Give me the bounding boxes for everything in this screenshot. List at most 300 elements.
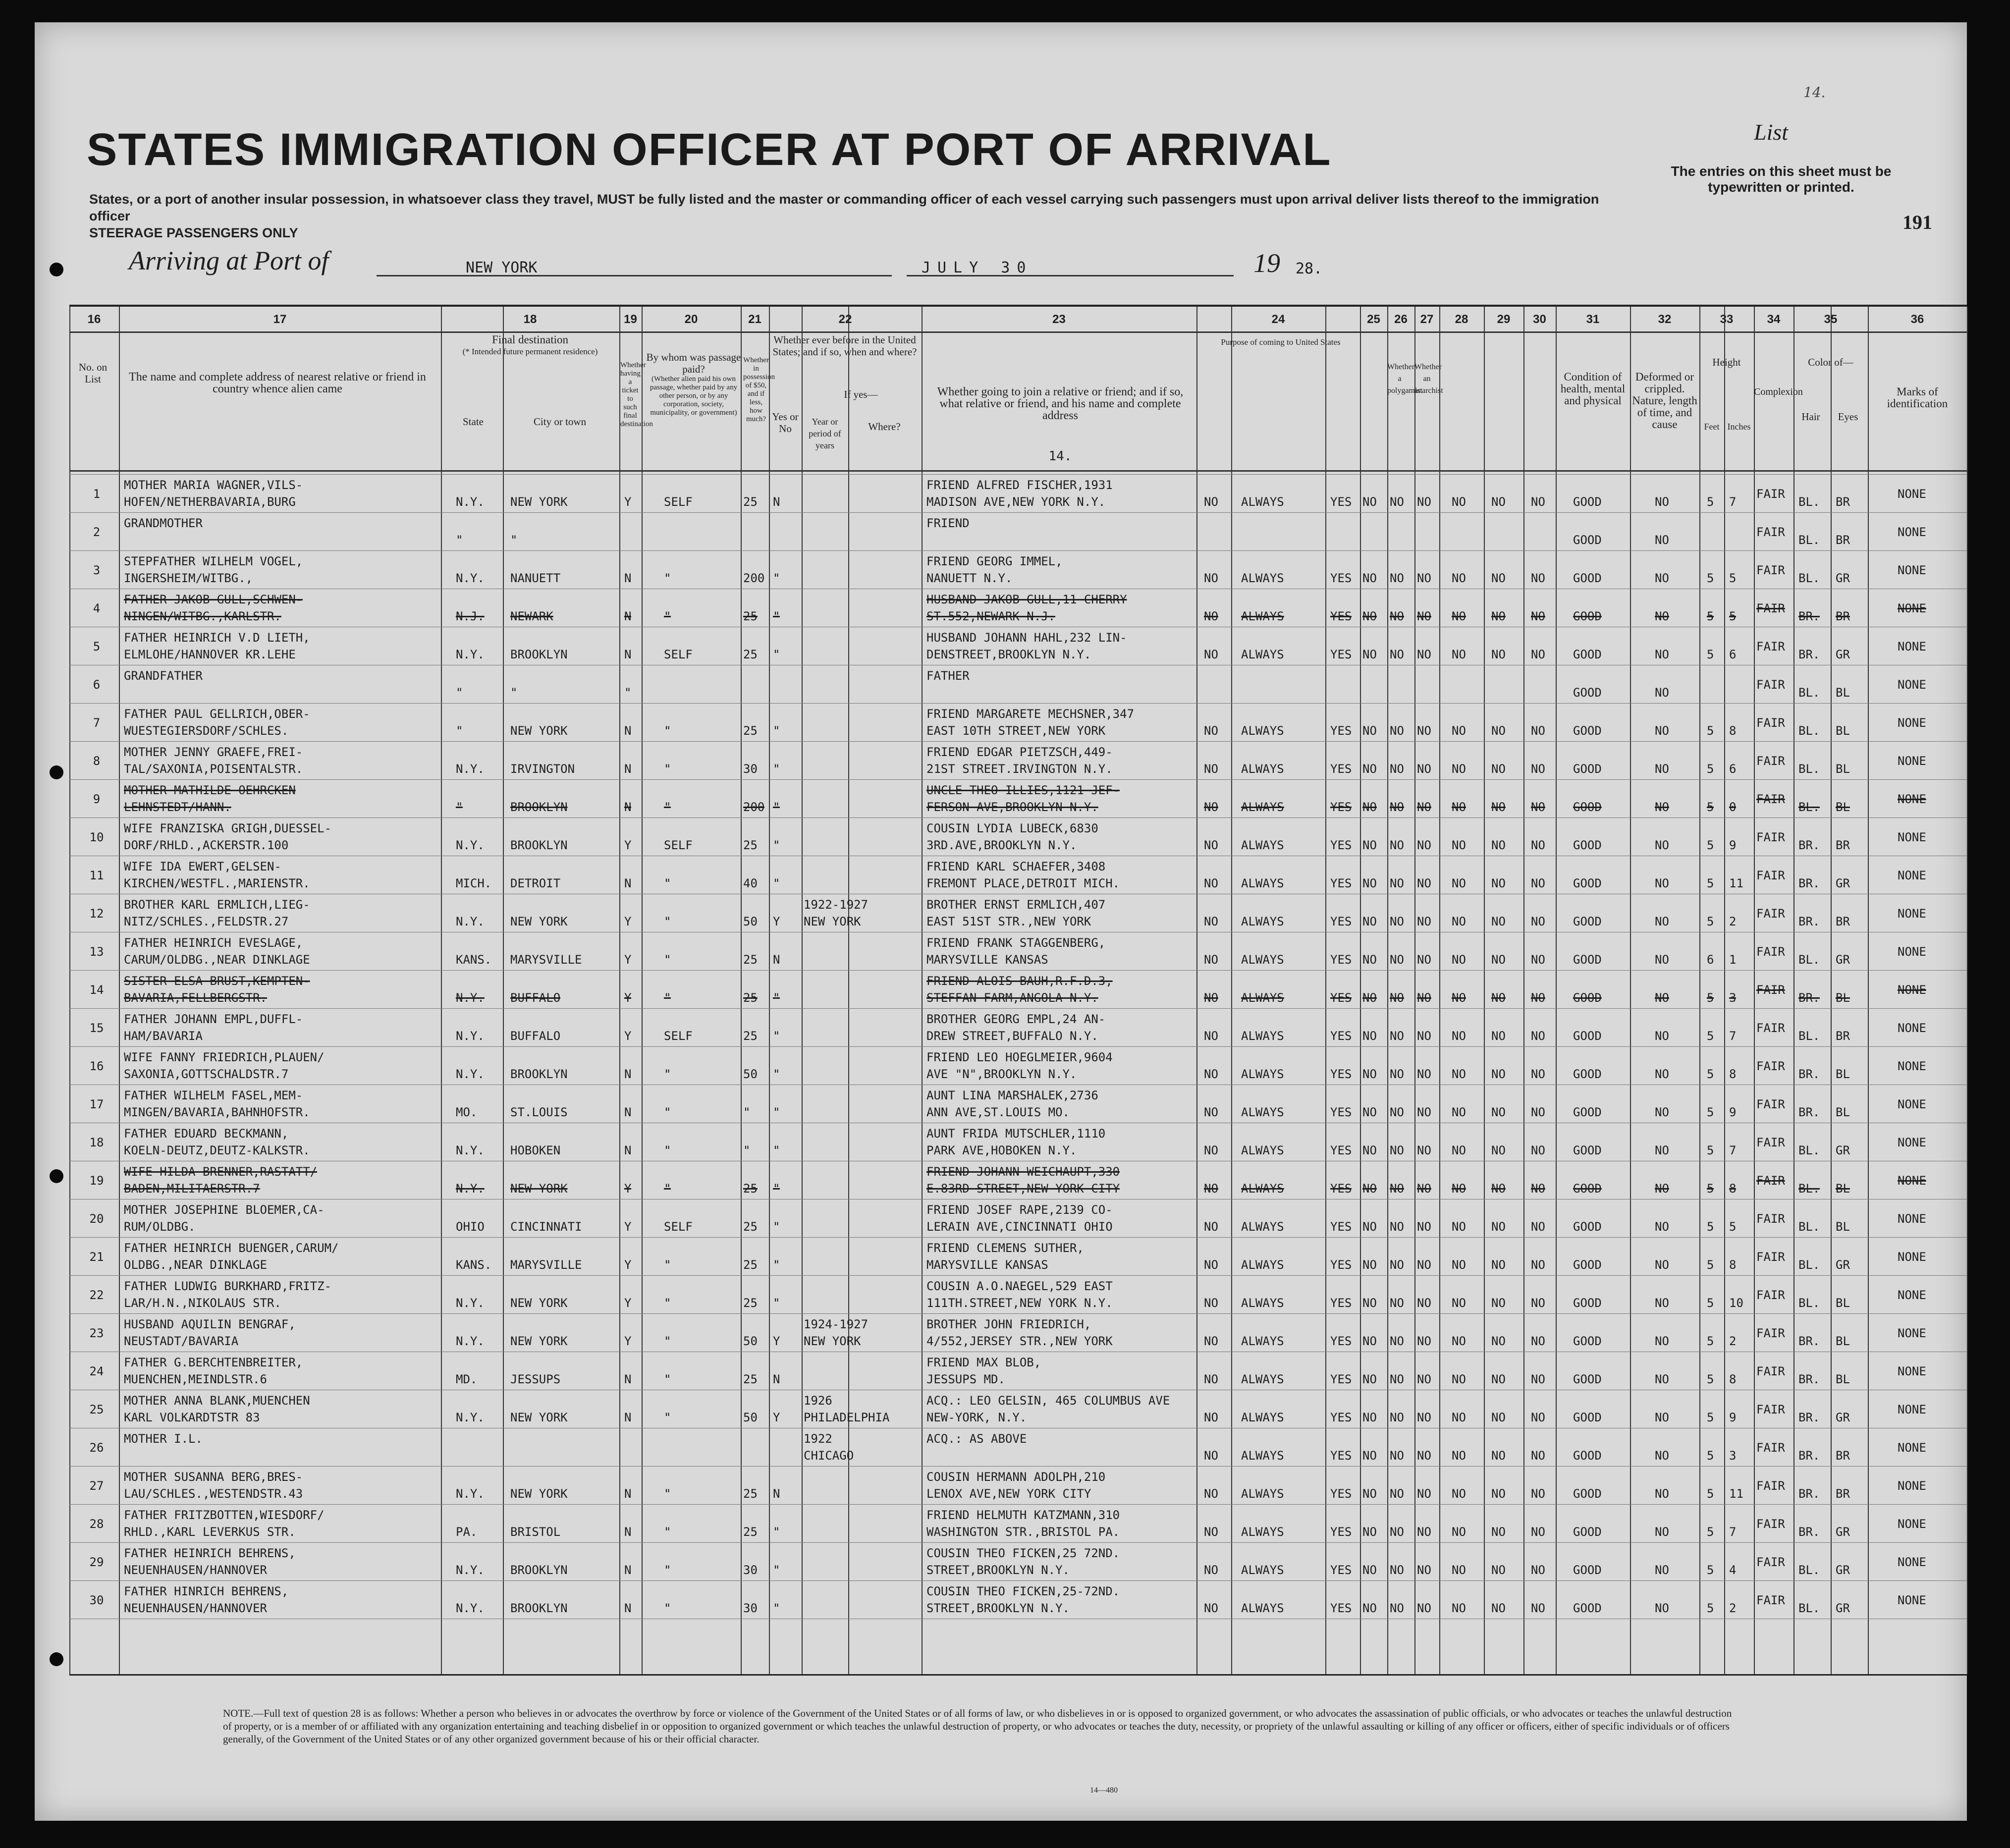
q28: NO bbox=[1452, 571, 1466, 585]
ever-before: N bbox=[773, 1487, 780, 1501]
ever-before: N bbox=[773, 953, 780, 967]
relative-line-2: NINGEN/WITBG.,KARLSTR. bbox=[124, 609, 281, 623]
q26: NO bbox=[1390, 762, 1404, 776]
dest-city: NEW YORK bbox=[510, 724, 568, 738]
row-rule bbox=[69, 1542, 1967, 1543]
joining-line-1: BROTHER JOHN FRIEDRICH, bbox=[926, 1317, 1091, 1331]
q25: NO bbox=[1362, 1067, 1377, 1081]
dest-city: CINCINNATI bbox=[510, 1220, 582, 1234]
q24-b: ALWAYS bbox=[1241, 1449, 1284, 1463]
q26: NO bbox=[1390, 1372, 1404, 1386]
q28: NO bbox=[1452, 1334, 1466, 1348]
q30: NO bbox=[1531, 1029, 1545, 1043]
money: 25 bbox=[743, 495, 758, 509]
row-number: 15 bbox=[89, 1021, 104, 1035]
relative-line-2: RHLD.,KARL LEVERKUS STR. bbox=[124, 1525, 296, 1539]
marks: NONE bbox=[1898, 1059, 1926, 1073]
joining-line-1: ACQ.: LEO GELSIN, 465 COLUMBUS AVE bbox=[926, 1394, 1170, 1408]
deformed: NO bbox=[1655, 1296, 1669, 1310]
year-prefix: 19 bbox=[1253, 248, 1280, 278]
paid-by: " bbox=[664, 1296, 671, 1310]
ticket-flag: N bbox=[624, 609, 632, 623]
q24-c: YES bbox=[1330, 991, 1352, 1005]
height-inches: 5 bbox=[1729, 609, 1737, 623]
hair: BL. bbox=[1798, 1601, 1820, 1615]
complexion: FAIR bbox=[1756, 601, 1785, 615]
q29: NO bbox=[1491, 724, 1506, 738]
column-rule bbox=[1523, 307, 1524, 1674]
relative-line-2: MINGEN/BAVARIA,BAHNHOFSTR. bbox=[124, 1105, 310, 1119]
q30: NO bbox=[1531, 648, 1545, 661]
q24-c: YES bbox=[1330, 1449, 1352, 1463]
dest-state: MICH. bbox=[456, 876, 492, 890]
list-note: The entries on this sheet must be typewritten or printed. bbox=[1671, 163, 1892, 195]
before-period: 1922 bbox=[804, 1432, 832, 1446]
marks: NONE bbox=[1898, 1212, 1926, 1226]
q24-b: ALWAYS bbox=[1241, 724, 1284, 738]
q25: NO bbox=[1362, 1296, 1377, 1310]
paid-by: " bbox=[664, 915, 671, 928]
complexion: FAIR bbox=[1756, 869, 1785, 882]
row-number: 29 bbox=[89, 1555, 104, 1569]
height-feet: 5 bbox=[1707, 1258, 1714, 1272]
column-number: 28 bbox=[1455, 313, 1468, 326]
paid-by: " bbox=[664, 991, 671, 1005]
q29: NO bbox=[1491, 1105, 1506, 1119]
ticket-flag: " bbox=[624, 686, 632, 700]
marks: NONE bbox=[1898, 1136, 1926, 1149]
hair: BL. bbox=[1798, 724, 1820, 738]
health: GOOD bbox=[1573, 876, 1602, 890]
q27: NO bbox=[1417, 1182, 1431, 1196]
height-feet: 5 bbox=[1707, 1220, 1714, 1234]
marks: NONE bbox=[1898, 1021, 1926, 1035]
health: GOOD bbox=[1573, 1258, 1602, 1272]
joining-line-1: FRIEND ALFRED FISCHER,1931 bbox=[926, 478, 1113, 492]
q27: NO bbox=[1417, 1143, 1431, 1157]
paid-by: " bbox=[664, 876, 671, 890]
height-feet: 6 bbox=[1707, 953, 1714, 967]
height-feet: 5 bbox=[1707, 1525, 1714, 1539]
ever-before: " bbox=[773, 1067, 780, 1081]
hair: BR. bbox=[1798, 1525, 1820, 1539]
q24-a: NO bbox=[1204, 1411, 1218, 1424]
q28: NO bbox=[1452, 1105, 1466, 1119]
deformed: NO bbox=[1655, 800, 1669, 814]
q24-c: YES bbox=[1330, 1220, 1352, 1234]
column-rule bbox=[1439, 307, 1440, 1674]
q29: NO bbox=[1491, 1525, 1506, 1539]
dest-state: N.Y. bbox=[456, 1296, 485, 1310]
hdr-city: City or town bbox=[533, 416, 587, 428]
dest-state: N.Y. bbox=[456, 1182, 485, 1196]
instructions bbox=[89, 191, 1635, 241]
column-number: 30 bbox=[1533, 313, 1546, 326]
dest-city: " bbox=[510, 533, 518, 547]
relative-line-1: FATHER WILHELM FASEL,MEM- bbox=[124, 1088, 303, 1102]
dest-state: N.Y. bbox=[456, 762, 485, 776]
height-feet: 5 bbox=[1707, 1411, 1714, 1424]
height-feet: 5 bbox=[1707, 915, 1714, 928]
ticket-flag: N bbox=[624, 876, 632, 890]
deformed: NO bbox=[1655, 953, 1669, 967]
hdr-polygamist: Whether an anarchist bbox=[1414, 363, 1443, 395]
dest-city: NEW YORK bbox=[510, 1487, 568, 1501]
hair: BR. bbox=[1798, 838, 1820, 852]
eyes: GR bbox=[1836, 1143, 1850, 1157]
joining-line-2: 4/552,JERSEY STR.,NEW YORK bbox=[926, 1334, 1113, 1348]
height-feet: 5 bbox=[1707, 1182, 1714, 1196]
q24-c: YES bbox=[1330, 1182, 1352, 1196]
q24-b: ALWAYS bbox=[1241, 1296, 1284, 1310]
q27: NO bbox=[1417, 648, 1431, 661]
column-rule bbox=[922, 307, 923, 1674]
q29: NO bbox=[1491, 1601, 1506, 1615]
q24-a: NO bbox=[1204, 1563, 1218, 1577]
dest-city: DETROIT bbox=[510, 876, 561, 890]
dest-state: " bbox=[456, 800, 463, 814]
q29: NO bbox=[1491, 571, 1506, 585]
dest-state: N.Y. bbox=[456, 1334, 485, 1348]
health: GOOD bbox=[1573, 533, 1602, 547]
hdr-inches: Inches bbox=[1727, 422, 1751, 432]
q25: NO bbox=[1362, 648, 1377, 661]
health: GOOD bbox=[1573, 1449, 1602, 1463]
q24-a: NO bbox=[1204, 876, 1218, 890]
complexion: FAIR bbox=[1756, 1441, 1785, 1455]
row-number: 10 bbox=[89, 830, 104, 844]
ever-before: " bbox=[773, 991, 780, 1005]
relative-line-2: HOFEN/NETHERBAVARIA,BURG bbox=[124, 495, 296, 509]
eyes: BL bbox=[1836, 1067, 1850, 1081]
hdr-final-destination bbox=[443, 334, 617, 358]
hair: BL. bbox=[1798, 1029, 1820, 1043]
deformed: NO bbox=[1655, 876, 1669, 890]
hair: BL. bbox=[1798, 495, 1820, 509]
deformed: NO bbox=[1655, 571, 1669, 585]
q24-a: NO bbox=[1204, 609, 1218, 623]
dest-state: N.Y. bbox=[456, 495, 485, 509]
binder-hole bbox=[50, 765, 63, 779]
q26: NO bbox=[1390, 1258, 1404, 1272]
q27: NO bbox=[1417, 1525, 1431, 1539]
complexion: FAIR bbox=[1756, 945, 1785, 959]
relative-line-1: WIFE FANNY FRIEDRICH,PLAUEN/ bbox=[124, 1050, 325, 1064]
ticket-flag: Y bbox=[624, 1296, 632, 1310]
joining-line-2: MARYSVILLE KANSAS bbox=[926, 1258, 1048, 1272]
column-rule bbox=[1325, 307, 1326, 1674]
row-number: 13 bbox=[89, 945, 104, 959]
q24-a: NO bbox=[1204, 762, 1218, 776]
money: 25 bbox=[743, 724, 758, 738]
q25: NO bbox=[1362, 876, 1377, 890]
hdr-final-destination-sub: (* Intended future permanent residence) bbox=[462, 347, 598, 356]
q24-c: YES bbox=[1330, 1029, 1352, 1043]
q24-c: YES bbox=[1330, 1525, 1352, 1539]
relative-line-1: MOTHER I.L. bbox=[124, 1432, 203, 1446]
row-number: 25 bbox=[89, 1403, 104, 1416]
marks: NONE bbox=[1898, 983, 1926, 997]
q30: NO bbox=[1531, 571, 1545, 585]
ticket-flag: N bbox=[624, 724, 632, 738]
height-feet: 5 bbox=[1707, 648, 1714, 661]
eyes: BL bbox=[1836, 800, 1850, 814]
hair: BR. bbox=[1798, 1449, 1820, 1463]
column-number: 19 bbox=[624, 313, 637, 326]
joining-line-1: BROTHER ERNST ERMLICH,407 bbox=[926, 898, 1106, 912]
money: 25 bbox=[743, 953, 758, 967]
dest-city: BROOKLYN bbox=[510, 1067, 568, 1081]
q30: NO bbox=[1531, 495, 1545, 509]
q24-a: NO bbox=[1204, 1601, 1218, 1615]
q24-a: NO bbox=[1204, 1067, 1218, 1081]
health: GOOD bbox=[1573, 1220, 1602, 1234]
height-feet: 5 bbox=[1707, 991, 1714, 1005]
q30: NO bbox=[1531, 762, 1545, 776]
q29: NO bbox=[1491, 1372, 1506, 1386]
height-feet: 5 bbox=[1707, 1067, 1714, 1081]
joining-line-1: AUNT FRIDA MUTSCHLER,1110 bbox=[926, 1127, 1106, 1141]
hair: BL. bbox=[1798, 1296, 1820, 1310]
before-period: 1924-1927 bbox=[804, 1317, 869, 1331]
dest-state: N.Y. bbox=[456, 1411, 485, 1424]
deformed: NO bbox=[1655, 1563, 1669, 1577]
q30: NO bbox=[1531, 1067, 1545, 1081]
row-number: 3 bbox=[93, 563, 101, 577]
health: GOOD bbox=[1573, 1296, 1602, 1310]
q28: NO bbox=[1452, 724, 1466, 738]
form-code: 14—480 bbox=[1090, 1786, 1118, 1794]
height-feet: 5 bbox=[1707, 495, 1714, 509]
eyes: BR bbox=[1836, 495, 1850, 509]
money: 50 bbox=[743, 915, 758, 928]
relative-line-2: TAL/SAXONIA,POISENTALSTR. bbox=[124, 762, 303, 776]
list-label: List bbox=[1754, 119, 1789, 145]
q30: NO bbox=[1531, 953, 1545, 967]
q26: NO bbox=[1390, 1067, 1404, 1081]
relative-line-2: NEUENHAUSEN/HANNOVER bbox=[124, 1601, 267, 1615]
q25: NO bbox=[1362, 1258, 1377, 1272]
header-rule bbox=[69, 331, 1967, 333]
height-inches: 8 bbox=[1729, 1372, 1737, 1386]
q29: NO bbox=[1491, 1067, 1506, 1081]
q27: NO bbox=[1417, 1067, 1431, 1081]
q24-a: NO bbox=[1204, 495, 1218, 509]
port-value: NEW YORK bbox=[466, 259, 538, 276]
row-number: 19 bbox=[89, 1174, 104, 1188]
relative-line-1: FATHER EDUARD BECKMANN, bbox=[124, 1127, 289, 1141]
relative-line-2: NEUENHAUSEN/HANNOVER bbox=[124, 1563, 267, 1577]
relative-line-2: MUENCHEN,MEINDLSTR.6 bbox=[124, 1372, 267, 1386]
deformed: NO bbox=[1655, 648, 1669, 661]
joining-line-1: FATHER bbox=[926, 669, 970, 683]
ticket-flag: N bbox=[624, 1601, 632, 1615]
complexion: FAIR bbox=[1756, 525, 1785, 539]
complexion: FAIR bbox=[1756, 1288, 1785, 1302]
marks: NONE bbox=[1898, 716, 1926, 730]
column-number: 18 bbox=[523, 313, 537, 326]
hdr-no-on-list: No. on List bbox=[78, 361, 108, 385]
ever-before: " bbox=[773, 648, 780, 661]
q24-a: NO bbox=[1204, 648, 1218, 661]
complexion: FAIR bbox=[1756, 1555, 1785, 1569]
eyes: BR bbox=[1836, 915, 1850, 928]
marks: NONE bbox=[1898, 945, 1926, 959]
money: 25 bbox=[743, 838, 758, 852]
joining-line-2: ANN AVE,ST.LOUIS MO. bbox=[926, 1105, 1070, 1119]
eyes: GR bbox=[1836, 953, 1850, 967]
complexion: FAIR bbox=[1756, 983, 1785, 997]
q28: NO bbox=[1452, 838, 1466, 852]
dest-city: BROOKLYN bbox=[510, 648, 568, 661]
relative-line-2: HAM/BAVARIA bbox=[124, 1029, 203, 1043]
q24-a: NO bbox=[1204, 1296, 1218, 1310]
marks: NONE bbox=[1898, 907, 1926, 921]
q27: NO bbox=[1417, 495, 1431, 509]
relative-line-1: FATHER PAUL GELLRICH,OBER- bbox=[124, 707, 310, 721]
column-rule bbox=[441, 307, 442, 1674]
height-inches: 2 bbox=[1729, 915, 1737, 928]
health: GOOD bbox=[1573, 1105, 1602, 1119]
money: 25 bbox=[743, 1525, 758, 1539]
health: GOOD bbox=[1573, 648, 1602, 661]
row-number: 18 bbox=[89, 1136, 104, 1149]
marks: NONE bbox=[1898, 869, 1926, 882]
health: GOOD bbox=[1573, 762, 1602, 776]
deformed: NO bbox=[1655, 1143, 1669, 1157]
dest-city: IRVINGTON bbox=[510, 762, 575, 776]
eyes: BL bbox=[1836, 762, 1850, 776]
height-feet: 5 bbox=[1707, 609, 1714, 623]
column-number: 17 bbox=[273, 313, 287, 326]
relative-line-1: MOTHER MATHILDE OEHRCKEN bbox=[124, 783, 296, 797]
joining-line-1: COUSIN THEO FICKEN,25-72ND. bbox=[926, 1584, 1120, 1598]
hdr-joining: Whether going to join a relative or friend; and if so, what relative or friend, and his name and complete address bbox=[937, 385, 1184, 422]
q28: NO bbox=[1452, 1182, 1466, 1196]
column-number: 34 bbox=[1767, 313, 1781, 326]
q28: NO bbox=[1452, 953, 1466, 967]
row-rule bbox=[69, 779, 1967, 780]
relative-line-2: INGERSHEIM/WITBG., bbox=[124, 571, 253, 585]
q27: NO bbox=[1417, 1601, 1431, 1615]
relative-line-1: WIFE HILDA BRENNER,RASTATT/ bbox=[124, 1165, 318, 1179]
joining-line-1: FRIEND CLEMENS SUTHER, bbox=[926, 1241, 1084, 1255]
arriving-label: Arriving at Port of bbox=[129, 246, 329, 275]
q25: NO bbox=[1362, 495, 1377, 509]
deformed: NO bbox=[1655, 838, 1669, 852]
q24-a: NO bbox=[1204, 1029, 1218, 1043]
q26: NO bbox=[1390, 1220, 1404, 1234]
deformed: NO bbox=[1655, 991, 1669, 1005]
health: GOOD bbox=[1573, 1372, 1602, 1386]
q29: NO bbox=[1491, 800, 1506, 814]
paid-by: " bbox=[664, 1258, 671, 1272]
relative-line-1: SISTER ELSA BRUST,KEMPTEN- bbox=[124, 974, 310, 988]
money: 50 bbox=[743, 1067, 758, 1081]
hair: BR. bbox=[1798, 609, 1820, 623]
column-rule bbox=[802, 307, 803, 1674]
q26: NO bbox=[1390, 1105, 1404, 1119]
relative-line-1: MOTHER SUSANNA BERG,BRES- bbox=[124, 1470, 303, 1484]
hair: BL. bbox=[1798, 1182, 1820, 1196]
q24-c: YES bbox=[1330, 762, 1352, 776]
height-inches: 11 bbox=[1729, 876, 1743, 890]
column-rule bbox=[1196, 307, 1197, 1674]
q28: NO bbox=[1452, 1067, 1466, 1081]
column-rule bbox=[1630, 307, 1631, 1674]
marks: NONE bbox=[1898, 1479, 1926, 1493]
row-number: 9 bbox=[93, 792, 101, 806]
q29: NO bbox=[1491, 648, 1506, 661]
q28: NO bbox=[1452, 1029, 1466, 1043]
complexion: FAIR bbox=[1756, 487, 1785, 501]
height-feet: 5 bbox=[1707, 762, 1714, 776]
column-rule bbox=[69, 307, 70, 1674]
arriving-line bbox=[129, 245, 329, 276]
q24-c: YES bbox=[1330, 1105, 1352, 1119]
deformed: NO bbox=[1655, 724, 1669, 738]
q25: NO bbox=[1362, 1029, 1377, 1043]
q24-b: ALWAYS bbox=[1241, 1525, 1284, 1539]
eyes: GR bbox=[1836, 1411, 1850, 1424]
q24-c: YES bbox=[1330, 571, 1352, 585]
relative-line-1: HUSBAND AQUILIN BENGRAF, bbox=[124, 1317, 296, 1331]
q30: NO bbox=[1531, 1220, 1545, 1234]
q27: NO bbox=[1417, 1372, 1431, 1386]
complexion: FAIR bbox=[1756, 1403, 1785, 1416]
row-number: 12 bbox=[89, 907, 104, 921]
hair: BL. bbox=[1798, 1143, 1820, 1157]
paid-by: " bbox=[664, 1334, 671, 1348]
footnote: NOTE.—Full text of question 28 is as follows: Whether a person who believes in or advocates the overthrow by force or violence of the Government of the United States or of all forms of law, or who disbelieves in or is opposed to organized government, or who advocates the assassination of public officials, or who advocates or teaches the unlawful destruction of property, or is a member of or affiliated with any organization entertaining and teaching disbelief in or opposition to organized government or which teaches the unlawful destruction of property, or who advocates or teaches the duty, necessity, or propriety of the unlawful assaulting or killing of any officer or officers, either of specific individuals or of officers generally, of the Government of the United States or of any other organized government because of his or their official character. bbox=[223, 1707, 1732, 1745]
joining-line-2: LENOX AVE,NEW YORK CITY bbox=[926, 1487, 1091, 1501]
joining-line-2: LERAIN AVE,CINCINNATI OHIO bbox=[926, 1220, 1113, 1234]
q24-a: NO bbox=[1204, 915, 1218, 928]
row-number: 20 bbox=[89, 1212, 104, 1226]
paid-by: SELF bbox=[664, 1029, 693, 1043]
column-number: 27 bbox=[1420, 313, 1434, 326]
q29: NO bbox=[1491, 1258, 1506, 1272]
relative-line-2: NEUSTADT/BAVARIA bbox=[124, 1334, 239, 1348]
paid-by: SELF bbox=[664, 648, 693, 661]
q28: NO bbox=[1452, 915, 1466, 928]
relative-line-1: FATHER HEINRICH BEHRENS, bbox=[124, 1546, 296, 1560]
q26: NO bbox=[1390, 1601, 1404, 1615]
column-rule bbox=[1484, 307, 1485, 1674]
eyes: BR bbox=[1836, 838, 1850, 852]
dest-state: " bbox=[456, 533, 463, 547]
deformed: NO bbox=[1655, 1449, 1669, 1463]
q24-b: ALWAYS bbox=[1241, 1029, 1284, 1043]
complexion: FAIR bbox=[1756, 1364, 1785, 1378]
q24-b: ALWAYS bbox=[1241, 1601, 1284, 1615]
q25: NO bbox=[1362, 991, 1377, 1005]
eyes: BL bbox=[1836, 1220, 1850, 1234]
q28: NO bbox=[1452, 1487, 1466, 1501]
row-number: 16 bbox=[89, 1059, 104, 1073]
hair: BR. bbox=[1798, 1487, 1820, 1501]
eyes: BL bbox=[1836, 1372, 1850, 1386]
deformed: NO bbox=[1655, 1601, 1669, 1615]
joining-line-1: FRIEND JOSEF RAPE,2139 CO- bbox=[926, 1203, 1113, 1217]
hair: BL. bbox=[1798, 533, 1820, 547]
height-feet: 5 bbox=[1707, 838, 1714, 852]
column-number: 23 bbox=[1052, 313, 1066, 326]
hdr-paid-by-sub: (Whether alien paid his own passage, whether paid by any other person, or by any corporation, society, municipality, or government) bbox=[650, 375, 738, 417]
q28: NO bbox=[1452, 1449, 1466, 1463]
relative-line-2: OLDBG.,NEAR DINKLAGE bbox=[124, 1258, 267, 1272]
health: GOOD bbox=[1573, 495, 1602, 509]
